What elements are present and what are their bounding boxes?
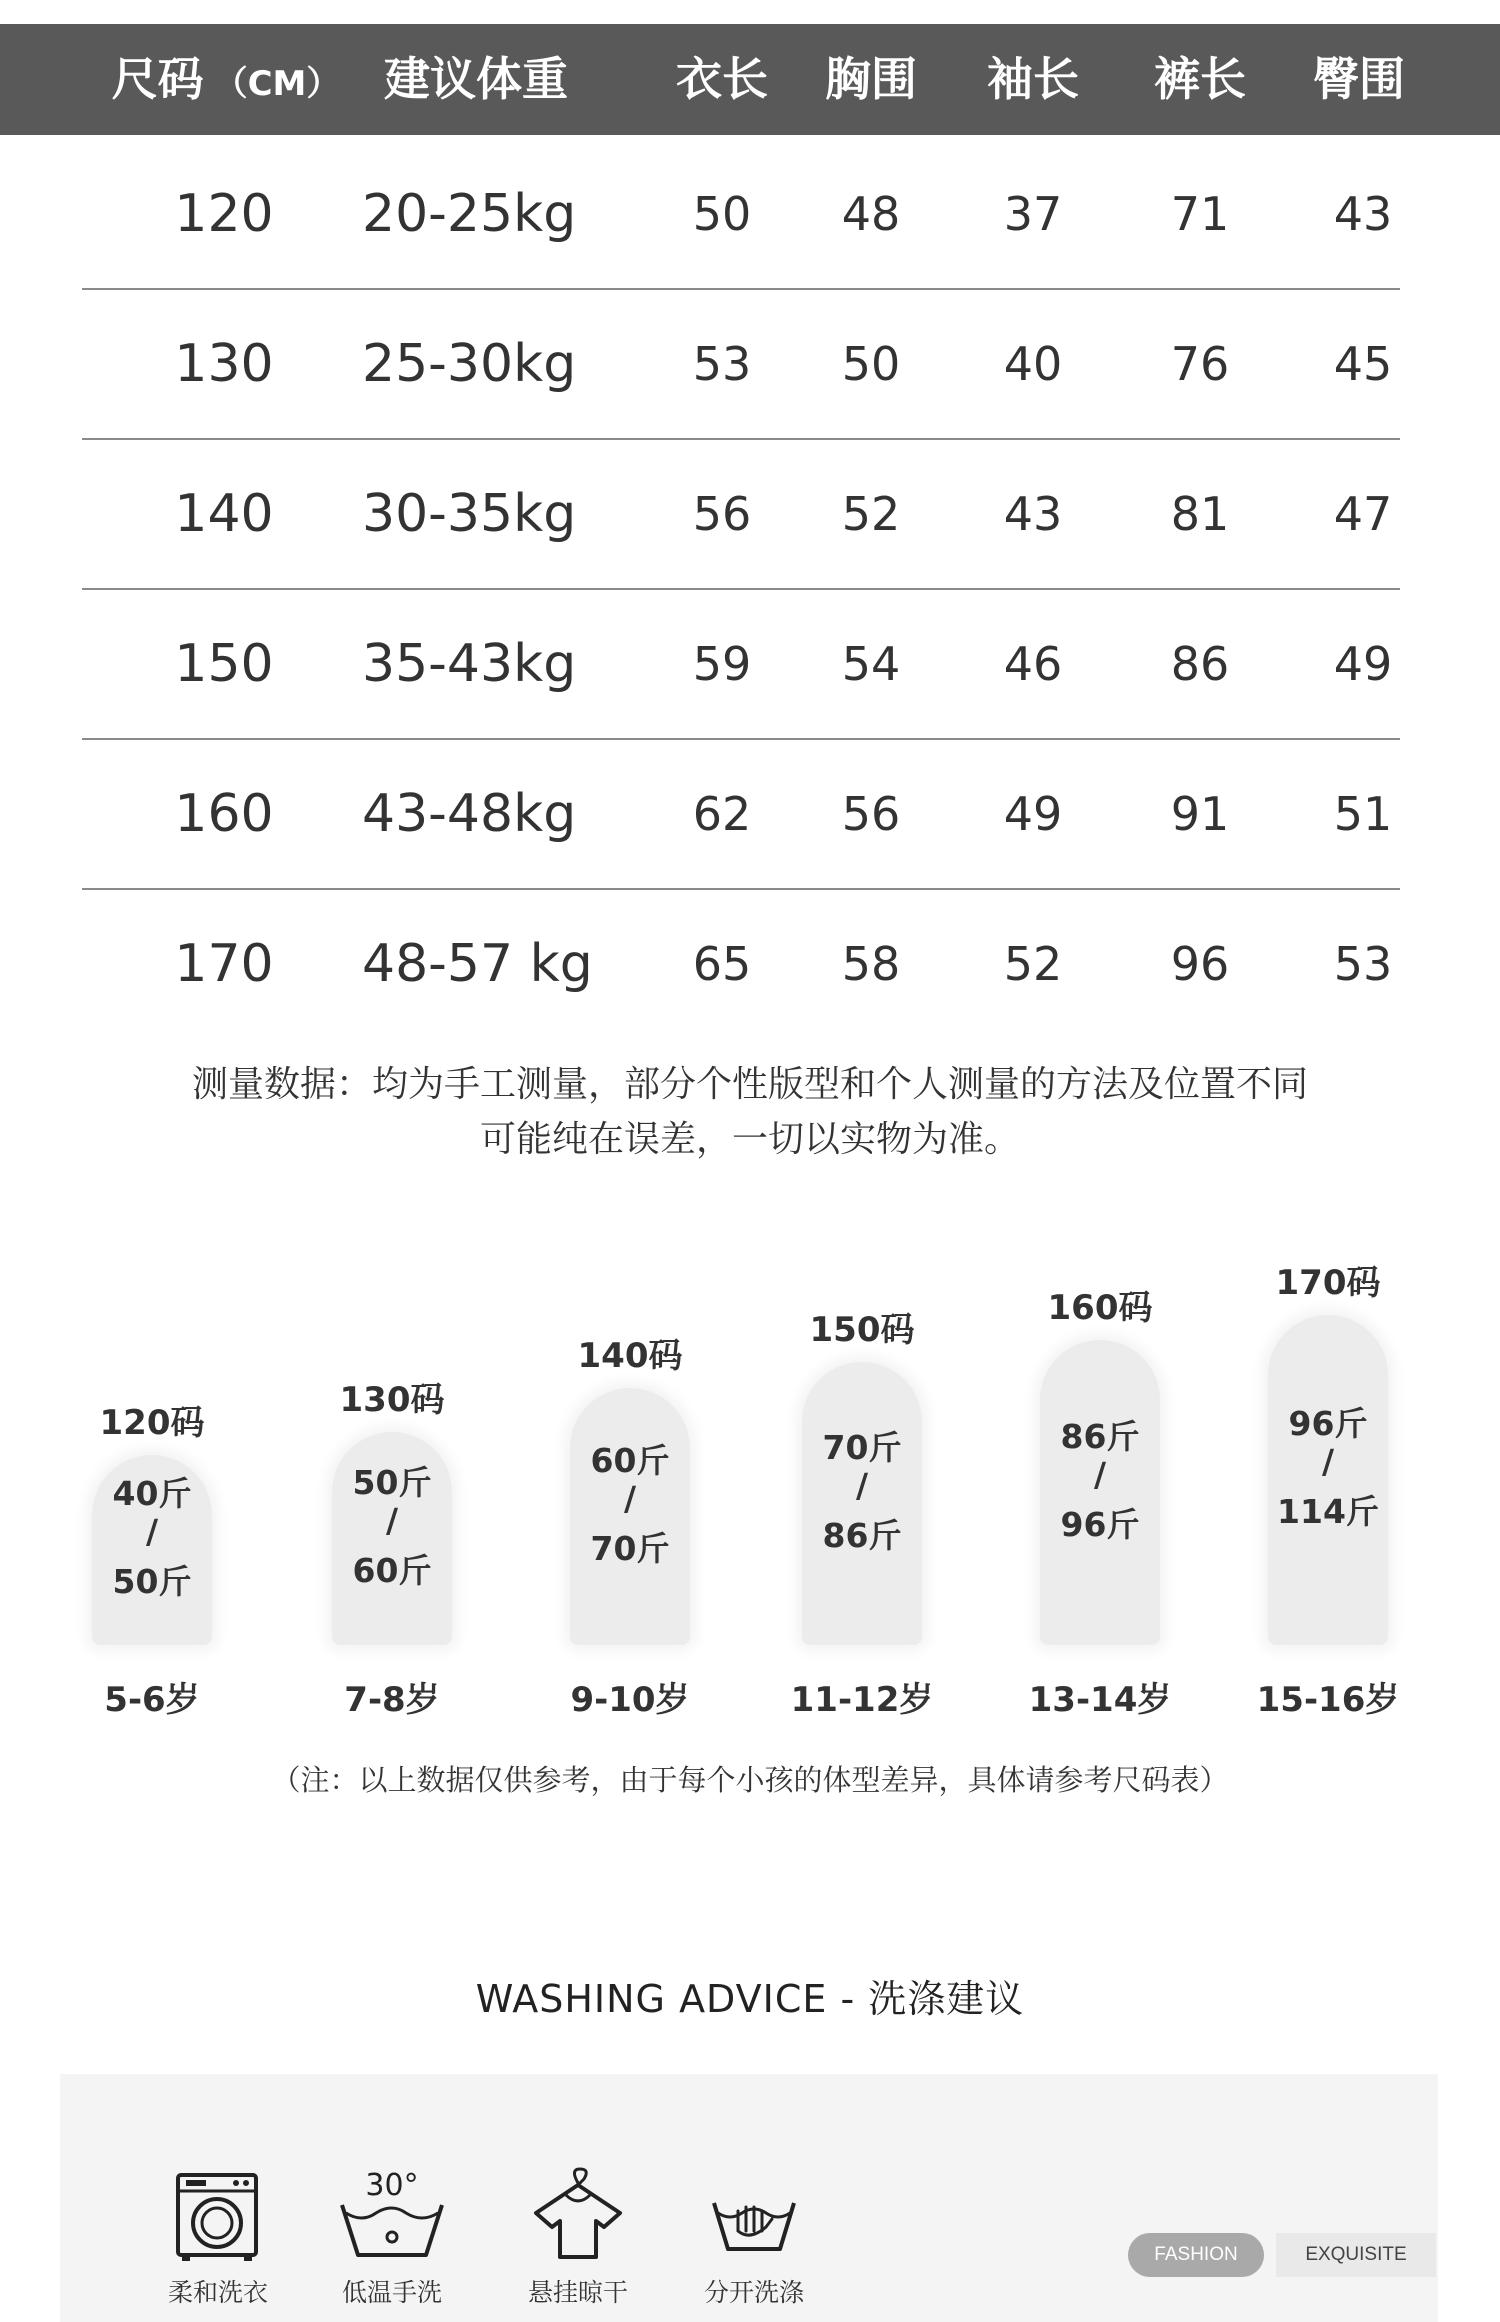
cell-size: 170 [174, 934, 274, 994]
cell-sleeve: 46 [1003, 637, 1063, 691]
wash-label-gentle: 柔和洗衣 [167, 2278, 268, 2307]
weight-pill [1040, 1340, 1160, 1645]
weight-min: 70斤 [822, 1427, 902, 1467]
cell-size: 150 [174, 634, 274, 694]
cell-hip: 49 [1333, 637, 1393, 691]
weight-max: 96斤 [1060, 1504, 1140, 1544]
weight-min: 96斤 [1288, 1404, 1368, 1443]
weight-min: 40斤 [112, 1474, 192, 1513]
age-size-label: 170码 [1275, 1263, 1381, 1303]
header-chest: 胸围 [825, 52, 917, 106]
weight-min: 86斤 [1060, 1416, 1140, 1456]
cell-sleeve: 52 [1003, 937, 1063, 991]
weight-separator: / [145, 1512, 159, 1551]
age-range-label: 7-8岁 [344, 1680, 440, 1720]
wash-basin-30-icon [332, 2165, 452, 2265]
cell-chest: 56 [841, 787, 901, 841]
weight-max: 60斤 [352, 1550, 432, 1590]
fashion-badge: FASHION [1128, 2233, 1264, 2277]
measure-note-line1: 测量数据：均为手工测量，部分个性版型和个人测量的方法及位置不同 [191, 1064, 1308, 1105]
cell-length: 62 [692, 787, 752, 841]
svg-text:30°: 30° [365, 2168, 419, 2203]
table-row [0, 289, 1500, 439]
cell-size: 130 [174, 334, 274, 394]
cell-hip: 53 [1333, 937, 1393, 991]
table-row [0, 589, 1500, 739]
cell-hip: 51 [1333, 787, 1393, 841]
cell-chest: 50 [841, 337, 901, 391]
age-range-label: 5-6岁 [104, 1680, 200, 1720]
cell-weight: 35-43kg [362, 634, 577, 694]
header-sleeve: 袖长 [987, 52, 1079, 106]
cell-weight: 25-30kg [362, 334, 577, 394]
cell-weight: 48-57 kg [362, 934, 593, 994]
age-range-label: 13-14岁 [1028, 1680, 1172, 1720]
cell-weight: 30-35kg [362, 484, 577, 544]
cell-pants: 81 [1170, 487, 1230, 541]
table-row [0, 889, 1500, 1039]
age-size-label: 150码 [809, 1310, 915, 1350]
wash-label-separate: 分开洗涤 [703, 2278, 804, 2307]
weight-max: 114斤 [1277, 1492, 1379, 1531]
cell-pants: 71 [1170, 187, 1230, 241]
cell-weight: 20-25kg [362, 184, 577, 244]
age-size-label: 160码 [1047, 1288, 1153, 1328]
weight-max: 86斤 [822, 1515, 902, 1555]
cell-length: 53 [692, 337, 752, 391]
measure-note-line2: 可能纯在误差，一切以实物为准。 [479, 1119, 1020, 1160]
cell-size: 140 [174, 484, 274, 544]
weight-pill [570, 1388, 690, 1645]
age-footnote: （注：以上数据仅供参考，由于每个小孩的体型差异，具体请参考尺码表） [271, 1763, 1229, 1797]
hanging-shirt-icon [518, 2165, 638, 2265]
header-length: 衣长 [676, 52, 768, 106]
washing-title: WASHING ADVICE - 洗涤建议 [475, 1977, 1025, 2021]
cell-chest: 58 [841, 937, 901, 991]
table-row [0, 439, 1500, 589]
cell-chest: 52 [841, 487, 901, 541]
cell-length: 59 [692, 637, 752, 691]
weight-max: 50斤 [112, 1562, 192, 1601]
cell-length: 56 [692, 487, 752, 541]
cell-hip: 45 [1333, 337, 1393, 391]
cell-chest: 48 [841, 187, 901, 241]
weight-min: 60斤 [590, 1440, 670, 1480]
cell-pants: 91 [1170, 787, 1230, 841]
weight-separator: / [623, 1478, 637, 1518]
cell-pants: 76 [1170, 337, 1230, 391]
cell-size: 120 [174, 184, 274, 244]
cell-sleeve: 37 [1003, 187, 1063, 241]
table-row [0, 139, 1500, 289]
weight-pill [92, 1455, 212, 1645]
weight-pill [332, 1432, 452, 1645]
weight-separator: / [385, 1500, 399, 1540]
weight-separator: / [855, 1465, 869, 1505]
wash-label-hang-dry: 悬挂晾干 [527, 2278, 628, 2307]
exquisite-badge: EXQUISITE [1276, 2233, 1436, 2277]
age-size-label: 130码 [339, 1380, 445, 1420]
cell-chest: 54 [841, 637, 901, 691]
weight-min: 50斤 [352, 1462, 432, 1502]
age-range-label: 9-10岁 [570, 1680, 690, 1720]
size-table-header [0, 24, 1500, 135]
age-size-label: 120码 [99, 1403, 205, 1443]
age-range-label: 11-12岁 [790, 1680, 934, 1720]
cell-length: 50 [692, 187, 752, 241]
weight-separator: / [1321, 1442, 1335, 1481]
cell-weight: 43-48kg [362, 784, 577, 844]
header-pants: 裤长 [1154, 52, 1246, 106]
hand-wash-icon [694, 2165, 814, 2265]
header-size: 尺码 （CM） [111, 52, 341, 106]
age-size-label: 140码 [577, 1336, 683, 1376]
wash-label-low-temp: 低温手洗 [341, 2278, 442, 2307]
age-range-label: 15-16岁 [1256, 1680, 1400, 1720]
cell-length: 65 [692, 937, 752, 991]
cell-sleeve: 43 [1003, 487, 1063, 541]
cell-sleeve: 40 [1003, 337, 1063, 391]
weight-separator: / [1093, 1454, 1107, 1494]
weight-pill [802, 1362, 922, 1645]
weight-pill [1268, 1315, 1388, 1645]
table-row [0, 739, 1500, 889]
cell-sleeve: 49 [1003, 787, 1063, 841]
cell-pants: 96 [1170, 937, 1230, 991]
weight-max: 70斤 [590, 1528, 670, 1568]
header-hip: 臀围 [1313, 52, 1405, 106]
cell-hip: 47 [1333, 487, 1393, 541]
washing-machine-icon [158, 2165, 278, 2265]
cell-hip: 43 [1333, 187, 1393, 241]
cell-size: 160 [174, 784, 274, 844]
header-weight: 建议体重 [384, 52, 568, 106]
cell-pants: 86 [1170, 637, 1230, 691]
